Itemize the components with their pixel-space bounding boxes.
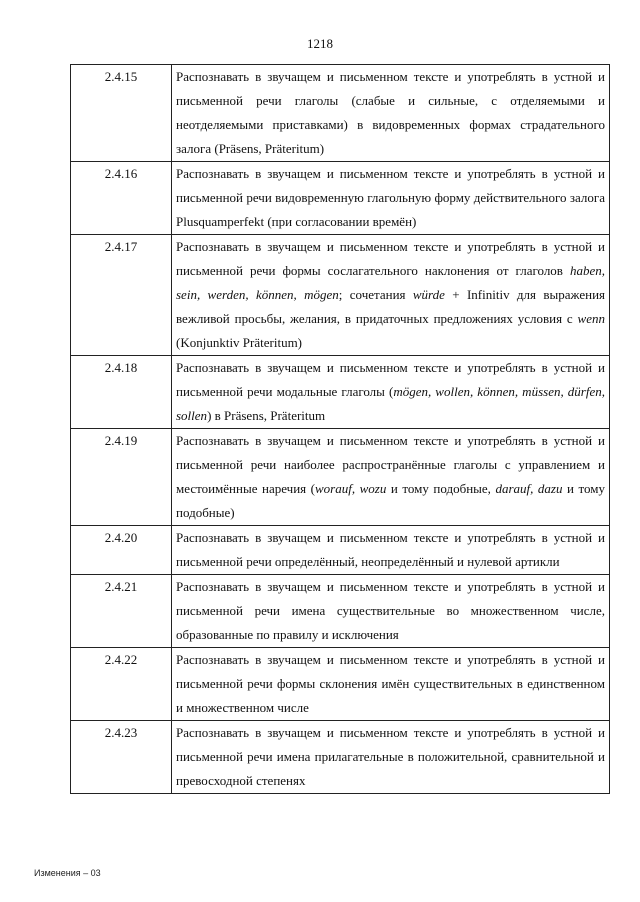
description-text: Распознавать в звучащем и письменном тексте и употреблять в устной и письменной речи определённый, неопределённый и нулевой артикли [176, 530, 605, 569]
page-number: 1218 [307, 36, 333, 51]
description-text: Распознавать в звучащем и письменном тексте и употреблять в устной и письменной речи наиболее распространённые глаголы с управлением и местоимённые наречия ( [176, 433, 605, 496]
italic-term: wenn [577, 311, 605, 326]
row-description [172, 526, 610, 575]
table-row [71, 648, 610, 721]
description-text: Распознавать в звучащем и письменном тексте и употреблять в устной и письменной речи модальные глаголы ( [176, 360, 605, 399]
requirements-table-body [71, 65, 610, 794]
table-row [71, 356, 610, 429]
italic-term: haben, sein, werden, können, mögen [176, 263, 605, 302]
description-text: + Infinitiv для выражения вежливой просьбы, желания, в придаточных предложениях условия с [176, 287, 605, 326]
description-text: Распознавать в звучащем и письменном тексте и употреблять в устной и письменной речи формы сослагательного наклонения от глаголов [176, 239, 605, 278]
row-description [172, 575, 610, 648]
row-description [172, 65, 610, 162]
description-text: Распознавать в звучащем и письменном тексте и употреблять в устной и письменной речи видовременную глагольную форму действительного залога Plusquamperfekt (при согласовании времён) [176, 166, 605, 229]
description-text: ; сочетания [338, 287, 413, 302]
table-row [71, 526, 610, 575]
table-row [71, 235, 610, 356]
italic-term: darauf, dazu [495, 481, 563, 496]
italic-term: mögen, wollen, können, müssen, dürfen, sollen [176, 384, 605, 423]
table-row [71, 162, 610, 235]
row-description [172, 721, 610, 794]
row-code: 2.4.23 [71, 721, 172, 794]
row-code: 2.4.21 [71, 575, 172, 648]
description-text: ) в Präsens, Präteritum [207, 408, 326, 423]
row-description [172, 235, 610, 356]
italic-term: worauf, wozu [315, 481, 387, 496]
description-text: Распознавать в звучащем и письменном тексте и употреблять в устной и письменной речи формы склонения имён существительных в единственном и множественном числе [176, 652, 605, 715]
row-code: 2.4.22 [71, 648, 172, 721]
description-text: (Konjunktiv Präteritum) [176, 335, 303, 350]
row-description [172, 356, 610, 429]
requirements-table [70, 64, 610, 794]
description-text: и тому подобные) [176, 481, 605, 520]
description-text: Распознавать в звучащем и письменном тексте и употреблять в устной и письменной речи имена прилагательные в положительной, сравнительной и превосходной степенях [176, 725, 605, 788]
row-code: 2.4.15 [71, 65, 172, 162]
description-text: Распознавать в звучащем и письменном тексте и употреблять в устной и письменной речи глаголы (слабые и сильные, с отделяемыми и неотделяемыми приставками) в видовременных формах страдательного залога (Präsens, Präteritum) [176, 69, 605, 156]
table-row [71, 721, 610, 794]
table-row [71, 65, 610, 162]
row-description [172, 162, 610, 235]
row-description [172, 429, 610, 526]
row-code: 2.4.17 [71, 235, 172, 356]
row-code: 2.4.18 [71, 356, 172, 429]
row-code: 2.4.20 [71, 526, 172, 575]
footer-revision: Изменения – 03 [34, 868, 101, 878]
row-code: 2.4.16 [71, 162, 172, 235]
description-text: и тому подобные, [386, 481, 496, 496]
row-code: 2.4.19 [71, 429, 172, 526]
table-row [71, 429, 610, 526]
italic-term: würde [412, 287, 445, 302]
table-row [71, 575, 610, 648]
row-description [172, 648, 610, 721]
description-text: Распознавать в звучащем и письменном тексте и употреблять в устной и письменной речи имена существительные во множественном числе, образованные по правилу и исключения [176, 579, 605, 642]
